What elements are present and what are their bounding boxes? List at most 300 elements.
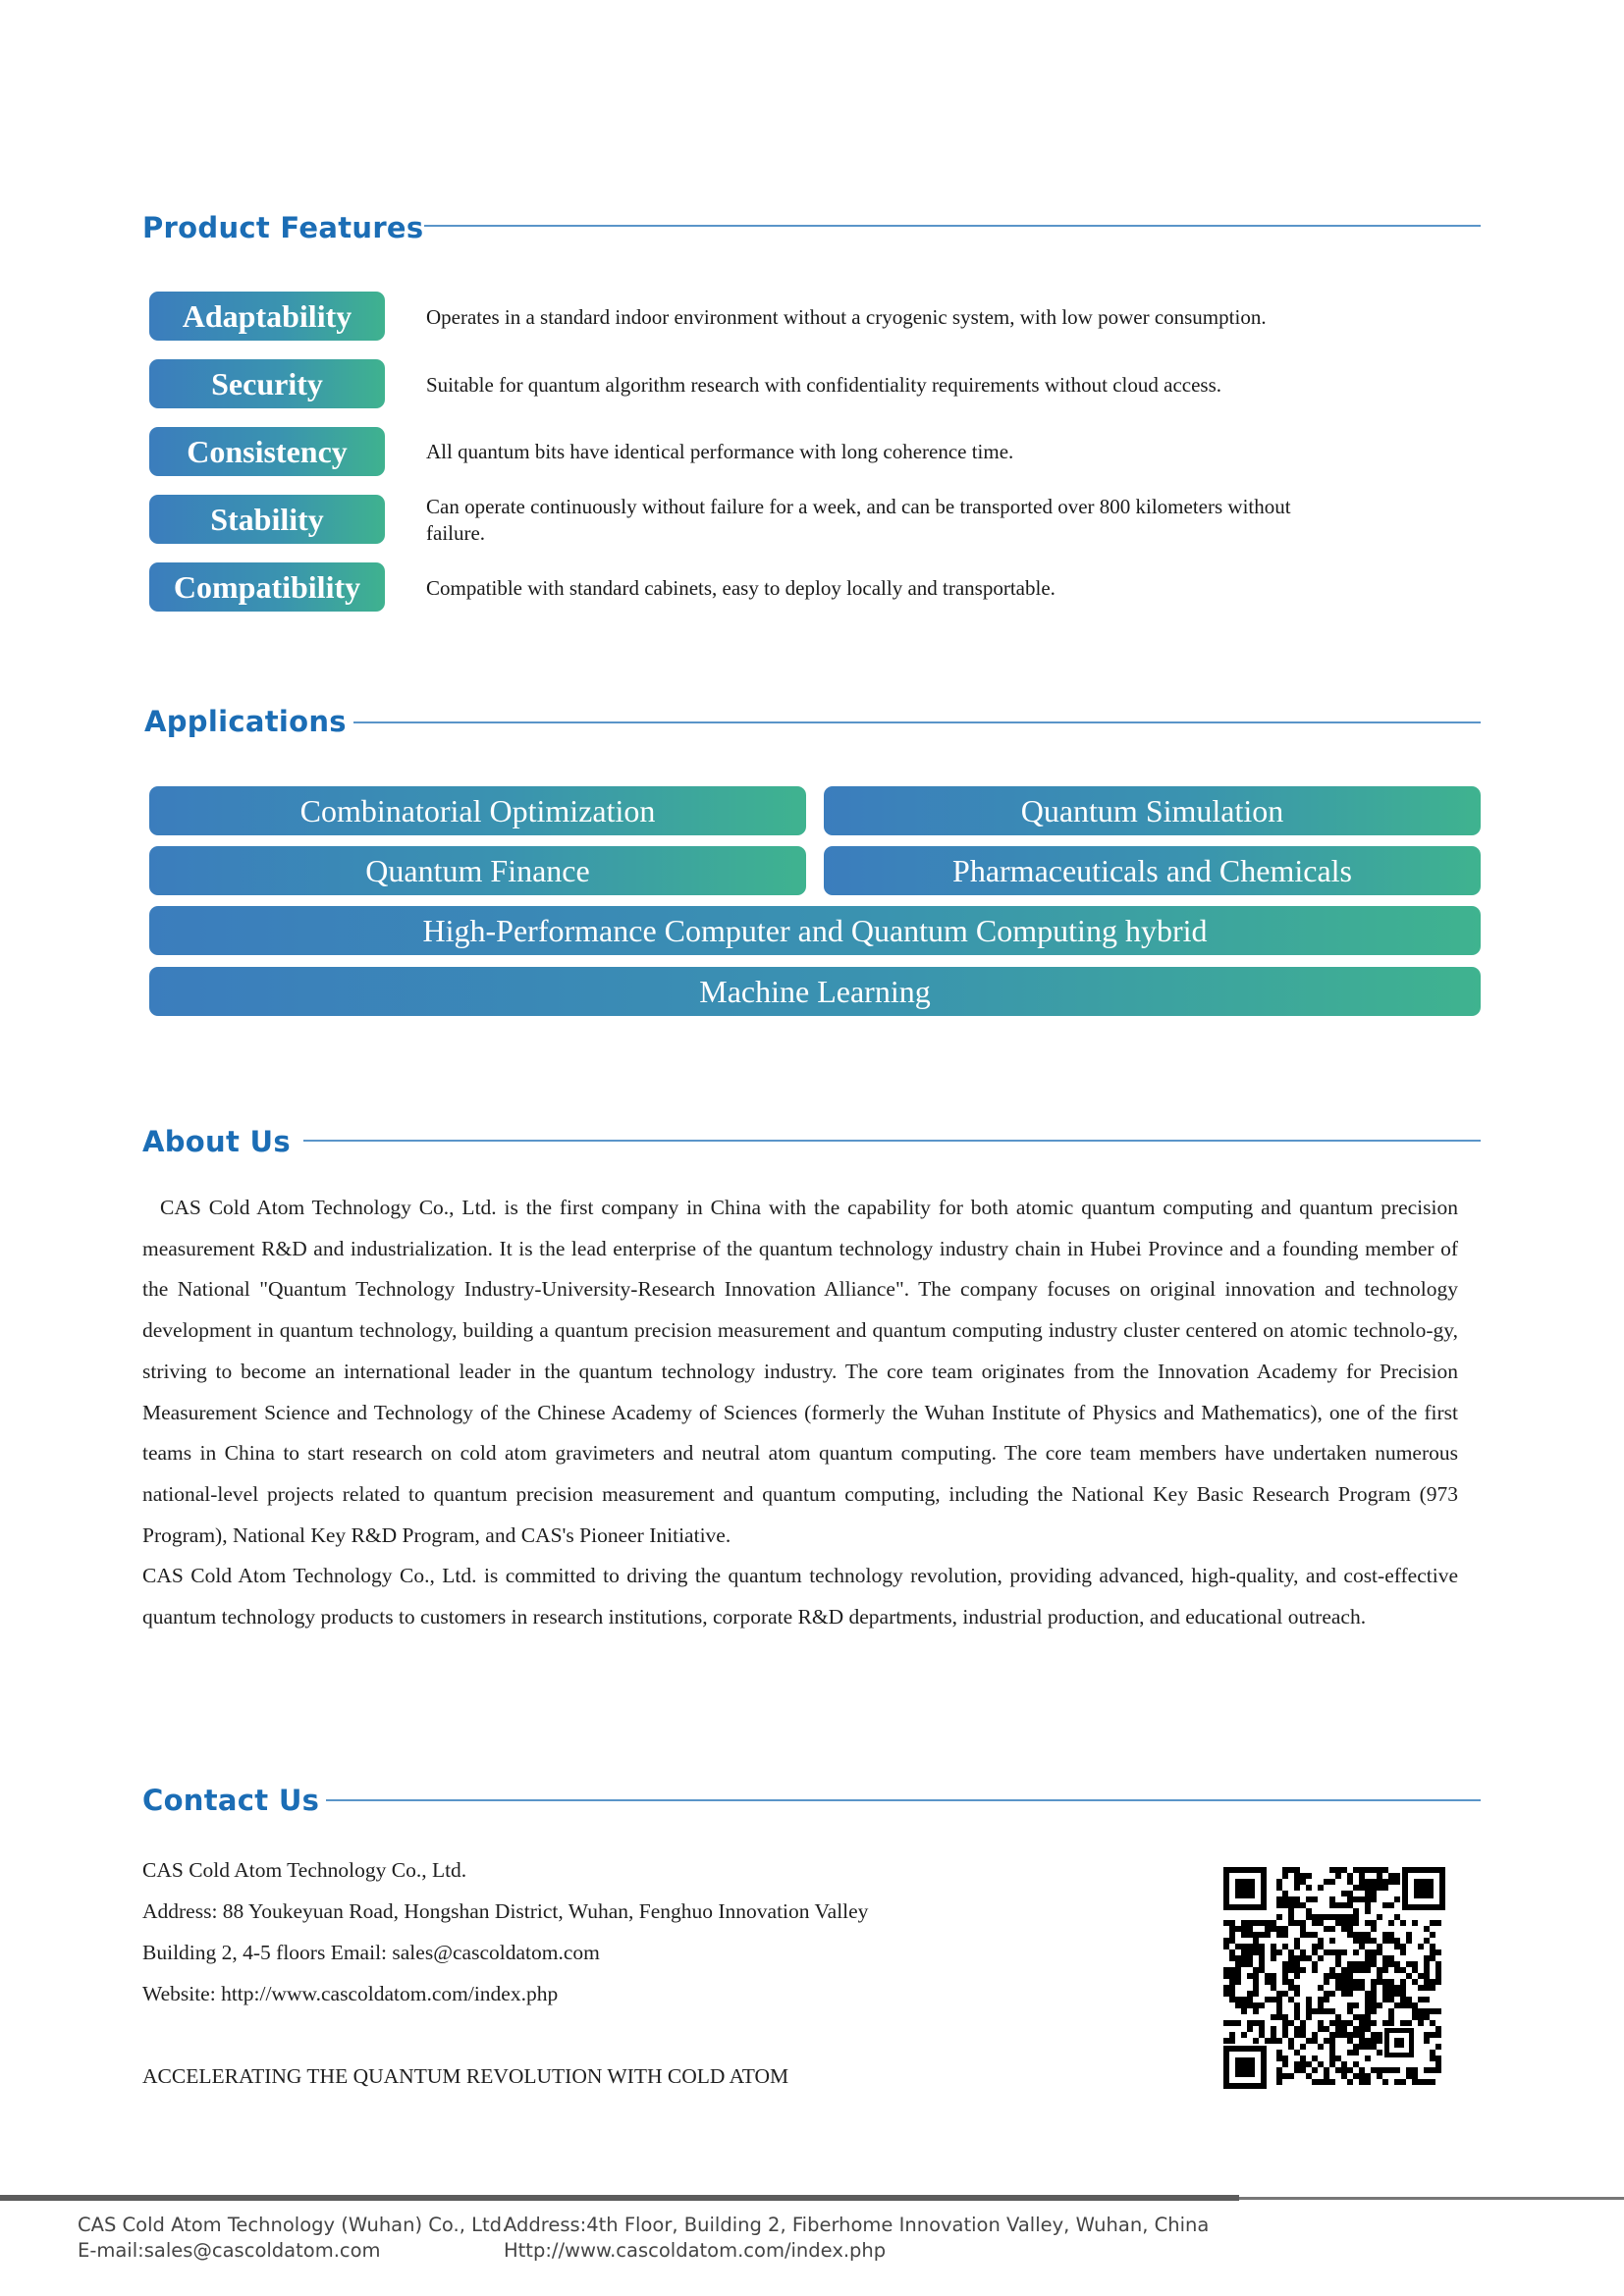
qr-module xyxy=(1294,1879,1300,1885)
qr-module xyxy=(1377,1967,1382,1973)
qr-module xyxy=(1424,1979,1430,1985)
qr-module xyxy=(1329,1879,1335,1885)
qr-module xyxy=(1241,1949,1247,1955)
qr-module xyxy=(1253,1979,1259,1985)
qr-module xyxy=(1259,2032,1265,2038)
qr-module xyxy=(1312,1896,1318,1902)
qr-module xyxy=(1294,1955,1300,1961)
qr-module xyxy=(1394,1967,1400,1973)
qr-module xyxy=(1329,1902,1335,1908)
qr-module xyxy=(1388,1902,1394,1908)
qr-module xyxy=(1306,1997,1312,2002)
qr-module xyxy=(1377,2032,1382,2038)
qr-module xyxy=(1424,2079,1430,2085)
qr-module xyxy=(1430,1955,1435,1961)
qr-module xyxy=(1335,1867,1341,1873)
qr-module xyxy=(1282,2020,1288,2026)
qr-module xyxy=(1241,1920,1247,1926)
feature-description: All quantum bits have identical performance with long coherence time. xyxy=(426,440,1014,463)
qr-module xyxy=(1359,1879,1365,1885)
qr-module xyxy=(1294,1873,1300,1879)
qr-module xyxy=(1229,1973,1235,1979)
qr-module xyxy=(1435,2008,1441,2014)
qr-module xyxy=(1353,2044,1359,2050)
qr-module xyxy=(1300,1879,1306,1885)
qr-module xyxy=(1300,2026,1306,2032)
qr-module xyxy=(1353,1908,1359,1914)
qr-module xyxy=(1318,1885,1324,1891)
qr-module xyxy=(1329,2061,1335,2067)
qr-module xyxy=(1294,1944,1300,1949)
qr-module xyxy=(1341,1985,1347,1991)
qr-module xyxy=(1288,1961,1294,1967)
qr-module xyxy=(1347,2050,1353,2056)
qr-module xyxy=(1271,2026,1276,2032)
qr-module xyxy=(1223,1985,1229,1991)
qr-module xyxy=(1312,2067,1318,2073)
qr-module xyxy=(1235,1944,1241,1949)
qr-module xyxy=(1271,2032,1276,2038)
qr-module xyxy=(1294,2067,1300,2073)
qr-module xyxy=(1276,1991,1282,1997)
qr-module xyxy=(1300,2044,1306,2050)
qr-module xyxy=(1382,1955,1388,1961)
qr-module xyxy=(1359,1961,1365,1967)
qr-module xyxy=(1241,2032,1247,2038)
qr-module xyxy=(1288,1985,1294,1991)
qr-module xyxy=(1388,1997,1394,2002)
feature-description: Suitable for quantum algorithm research with confidentiality requirements without cloud access. xyxy=(426,373,1222,397)
qr-module xyxy=(1418,1997,1424,2002)
qr-module xyxy=(1282,1979,1288,1985)
qr-module xyxy=(1306,2038,1312,2044)
qr-module xyxy=(1435,2032,1441,2038)
qr-module xyxy=(1353,2061,1359,2067)
qr-module xyxy=(1329,1896,1335,1902)
qr-module xyxy=(1329,2050,1335,2056)
qr-module xyxy=(1312,1967,1318,1973)
footer-url: Http://www.cascoldatom.com/index.php xyxy=(504,2239,887,2262)
qr-module xyxy=(1394,1896,1400,1902)
qr-module xyxy=(1412,2002,1418,2008)
qr-module xyxy=(1253,2020,1259,2026)
qr-module xyxy=(1341,1949,1347,1955)
qr-module xyxy=(1365,2038,1371,2044)
qr-module xyxy=(1294,1902,1300,1908)
qr-module xyxy=(1424,1961,1430,1967)
qr-module xyxy=(1241,1997,1247,2002)
qr-module xyxy=(1318,2061,1324,2067)
qr-module xyxy=(1388,1879,1394,1885)
qr-module xyxy=(1259,1944,1265,1949)
contact-slogan: ACCELERATING THE QUANTUM REVOLUTION WITH COLD ATOM xyxy=(142,2064,789,2088)
qr-module xyxy=(1335,1920,1341,1926)
qr-module xyxy=(1341,1991,1347,1997)
qr-module xyxy=(1265,1997,1271,2002)
qr-module xyxy=(1335,1949,1341,1955)
qr-module xyxy=(1365,2044,1371,2050)
qr-module xyxy=(1430,2050,1435,2056)
qr-module xyxy=(1329,1938,1335,1944)
qr-module xyxy=(1271,1997,1276,2002)
qr-module xyxy=(1382,1879,1388,1885)
qr-module xyxy=(1382,1979,1388,1985)
qr-module xyxy=(1382,1997,1388,2002)
qr-module xyxy=(1318,1997,1324,2002)
qr-module xyxy=(1265,1920,1271,1926)
qr-module xyxy=(1359,1896,1365,1902)
section-divider xyxy=(326,1799,1481,1801)
qr-module xyxy=(1294,2008,1300,2014)
qr-module xyxy=(1329,2044,1335,2050)
qr-module xyxy=(1400,1985,1406,1991)
qr-module xyxy=(1341,1920,1347,1926)
qr-module xyxy=(1371,1979,1377,1985)
qr-module xyxy=(1306,1955,1312,1961)
qr-module xyxy=(1365,1920,1371,1926)
qr-module xyxy=(1435,2067,1441,2073)
qr-module xyxy=(1400,1991,1406,1997)
qr-module xyxy=(1341,1967,1347,1973)
qr-module xyxy=(1288,1914,1294,1920)
qr-module xyxy=(1318,1914,1324,1920)
qr-module xyxy=(1229,1932,1235,1938)
qr-module xyxy=(1247,2002,1253,2008)
feature-description: Operates in a standard indoor environment without a cryogenic system, with low power consumption. xyxy=(426,305,1267,329)
qr-module xyxy=(1282,2061,1288,2067)
qr-module xyxy=(1430,1979,1435,1985)
qr-module xyxy=(1394,2079,1400,2085)
qr-module xyxy=(1418,2014,1424,2020)
qr-module xyxy=(1288,2073,1294,2079)
qr-module xyxy=(1253,1973,1259,1979)
qr-module xyxy=(1259,1955,1265,1961)
footer-address: Address:4th Floor, Building 2, Fiberhome Innovation Valley, Wuhan, China xyxy=(504,2214,1210,2236)
qr-module xyxy=(1294,2026,1300,2032)
qr-module xyxy=(1247,1932,1253,1938)
qr-module xyxy=(1435,1920,1441,1926)
qr-module xyxy=(1382,1967,1388,1973)
qr-module xyxy=(1394,2067,1400,2073)
qr-module xyxy=(1324,2038,1329,2044)
qr-module xyxy=(1282,2014,1288,2020)
qr-module xyxy=(1359,2079,1365,2085)
qr-module xyxy=(1347,2002,1353,2008)
qr-module xyxy=(1377,2002,1382,2008)
qr-module xyxy=(1335,1973,1341,1979)
qr-module xyxy=(1318,1985,1324,1991)
qr-module xyxy=(1335,1979,1341,1985)
qr-module xyxy=(1347,1902,1353,1908)
section-title-applications: Applications xyxy=(144,705,347,738)
qr-module xyxy=(1359,1885,1365,1891)
qr-module xyxy=(1412,2079,1418,2085)
qr-module xyxy=(1382,1991,1388,1997)
qr-module xyxy=(1259,1932,1265,1938)
feature-badge-compatibility: Compatibility xyxy=(149,562,385,612)
qr-module xyxy=(1282,2056,1288,2061)
qr-module xyxy=(1241,1955,1247,1961)
qr-module xyxy=(1306,1908,1312,1914)
qr-module xyxy=(1353,1985,1359,1991)
qr-module xyxy=(1412,1979,1418,1985)
qr-module xyxy=(1223,1973,1229,1979)
qr-module xyxy=(1400,1967,1406,1973)
qr-module xyxy=(1388,1955,1394,1961)
qr-module xyxy=(1377,1914,1382,1920)
qr-module xyxy=(1312,1920,1318,1926)
qr-module xyxy=(1394,1938,1400,1944)
qr-module xyxy=(1282,2026,1288,2032)
contact-building-email: Building 2, 4-5 floors Email: sales@cascoldatom.com xyxy=(142,1941,600,1964)
qr-module xyxy=(1371,1961,1377,1967)
qr-module xyxy=(1318,1944,1324,1949)
qr-module xyxy=(1394,1985,1400,1991)
qr-module xyxy=(1318,2044,1324,2050)
section-title-contact-us: Contact Us xyxy=(142,1784,320,1817)
qr-module xyxy=(1306,1914,1312,1920)
qr-module xyxy=(1341,1867,1347,1873)
qr-module xyxy=(1253,1938,1259,1944)
qr-module xyxy=(1265,1979,1271,1985)
qr-module xyxy=(1229,1991,1235,1997)
qr-module xyxy=(1347,1979,1353,1985)
qr-module xyxy=(1406,2067,1412,2073)
qr-module xyxy=(1435,1961,1441,1967)
qr-module xyxy=(1223,1920,1229,1926)
qr-module xyxy=(1412,1961,1418,1967)
qr-module xyxy=(1371,1885,1377,1891)
qr-module xyxy=(1288,1967,1294,1973)
qr-module xyxy=(1276,1932,1282,1938)
qr-module xyxy=(1282,1932,1288,1938)
qr-module xyxy=(1365,1867,1371,1873)
qr-module xyxy=(1312,2008,1318,2014)
qr-module xyxy=(1329,2056,1335,2061)
qr-module xyxy=(1365,2079,1371,2085)
qr-module xyxy=(1235,1973,1241,1979)
qr-module xyxy=(1253,2002,1259,2008)
qr-module xyxy=(1288,1997,1294,2002)
qr-module xyxy=(1271,1973,1276,1979)
qr-module xyxy=(1259,1949,1265,1955)
qr-module xyxy=(1271,1926,1276,1932)
qr-module xyxy=(1259,1920,1265,1926)
qr-module xyxy=(1324,1997,1329,2002)
qr-module xyxy=(1388,1938,1394,1944)
qr-module xyxy=(1359,2026,1365,2032)
qr-module xyxy=(1371,1896,1377,1902)
qr-module xyxy=(1371,1955,1377,1961)
section-divider xyxy=(303,1140,1481,1142)
qr-module xyxy=(1259,2026,1265,2032)
qr-module xyxy=(1223,1967,1229,1973)
application-combinatorial-optimization: Combinatorial Optimization xyxy=(149,786,806,835)
qr-module xyxy=(1365,1991,1371,1997)
qr-module xyxy=(1265,1932,1271,1938)
qr-module xyxy=(1229,1967,1235,1973)
qr-module xyxy=(1329,1973,1335,1979)
qr-module xyxy=(1241,1932,1247,1938)
qr-module xyxy=(1312,2038,1318,2044)
qr-module xyxy=(1359,1932,1365,1938)
qr-module xyxy=(1424,2014,1430,2020)
qr-module xyxy=(1288,1979,1294,1985)
qr-module xyxy=(1276,1896,1282,1902)
qr-module xyxy=(1347,2038,1353,2044)
qr-module xyxy=(1371,1891,1377,1896)
qr-module xyxy=(1288,2038,1294,2044)
qr-module xyxy=(1371,2038,1377,2044)
qr-module xyxy=(1329,2032,1335,2038)
section-title-about-us: About Us xyxy=(142,1125,291,1158)
qr-module xyxy=(1259,2002,1265,2008)
qr-module xyxy=(1353,1938,1359,1944)
qr-module xyxy=(1253,2038,1259,2044)
qr-module xyxy=(1388,2008,1394,2014)
qr-module xyxy=(1353,1932,1359,1938)
qr-module xyxy=(1412,2008,1418,2014)
qr-module xyxy=(1335,2026,1341,2032)
qr-module xyxy=(1324,2079,1329,2085)
qr-module xyxy=(1229,1920,1235,1926)
qr-module xyxy=(1365,1961,1371,1967)
qr-module xyxy=(1435,1967,1441,1973)
qr-module xyxy=(1247,2026,1253,2032)
qr-module xyxy=(1312,1944,1318,1949)
qr-module xyxy=(1424,1938,1430,1944)
qr-module xyxy=(1253,1949,1259,1955)
qr-module xyxy=(1347,1920,1353,1926)
qr-module xyxy=(1371,2008,1377,2014)
qr-module xyxy=(1312,1932,1318,1938)
qr-module xyxy=(1371,2044,1377,2050)
qr-module xyxy=(1353,1920,1359,1926)
qr-module xyxy=(1377,1944,1382,1949)
qr-module xyxy=(1271,1979,1276,1985)
qr-module xyxy=(1312,2079,1318,2085)
qr-module xyxy=(1371,1920,1377,1926)
qr-module xyxy=(1435,2061,1441,2067)
qr-module xyxy=(1406,1932,1412,1938)
qr-module xyxy=(1394,1879,1400,1885)
qr-module xyxy=(1276,1997,1282,2002)
qr-module xyxy=(1388,1932,1394,1938)
qr-module xyxy=(1353,1896,1359,1902)
qr-module xyxy=(1294,1961,1300,1967)
qr-module xyxy=(1365,1967,1371,1973)
qr-module xyxy=(1324,1879,1329,1885)
qr-module xyxy=(1247,1997,1253,2002)
qr-module xyxy=(1359,2073,1365,2079)
qr-module xyxy=(1324,2008,1329,2014)
qr-module xyxy=(1324,1949,1329,1955)
qr-module xyxy=(1318,1938,1324,1944)
qr-module xyxy=(1353,2014,1359,2020)
qr-module xyxy=(1353,2073,1359,2079)
qr-module xyxy=(1312,1949,1318,1955)
contact-address: Address: 88 Youkeyuan Road, Hongshan District, Wuhan, Fenghuo Innovation Valley xyxy=(142,1899,869,1923)
qr-module xyxy=(1288,1949,1294,1955)
qr-module xyxy=(1341,1891,1347,1896)
qr-module xyxy=(1223,1944,1229,1949)
qr-module xyxy=(1353,1885,1359,1891)
qr-module xyxy=(1300,2020,1306,2026)
qr-module xyxy=(1335,2032,1341,2038)
qr-module xyxy=(1253,1920,1259,1926)
qr-module xyxy=(1329,1967,1335,1973)
qr-module xyxy=(1229,2032,1235,2038)
qr-module xyxy=(1223,1938,1229,1944)
qr-module xyxy=(1324,2067,1329,2073)
qr-module xyxy=(1365,1932,1371,1938)
qr-module xyxy=(1359,1967,1365,1973)
qr-module xyxy=(1229,1997,1235,2002)
qr-module xyxy=(1318,2079,1324,2085)
qr-module xyxy=(1365,2014,1371,2020)
qr-module xyxy=(1329,1991,1335,1997)
qr-module xyxy=(1406,2020,1412,2026)
qr-module xyxy=(1359,1873,1365,1879)
about-us-body xyxy=(142,1188,1458,1638)
qr-module xyxy=(1388,1985,1394,1991)
qr-module xyxy=(1371,2032,1377,2038)
qr-module xyxy=(1353,1979,1359,1985)
qr-module xyxy=(1294,1967,1300,1973)
qr-module xyxy=(1424,2067,1430,2073)
qr-module xyxy=(1253,1944,1259,1949)
qr-module xyxy=(1229,1985,1235,1991)
feature-badge-consistency: Consistency xyxy=(149,427,385,476)
qr-module xyxy=(1247,1920,1253,1926)
qr-module xyxy=(1424,1926,1430,1932)
qr-module xyxy=(1382,1867,1388,1873)
qr-module xyxy=(1371,1997,1377,2002)
qr-module xyxy=(1365,2002,1371,2008)
qr-module xyxy=(1253,1967,1259,1973)
qr-module xyxy=(1341,2026,1347,2032)
qr-module xyxy=(1394,2002,1400,2008)
qr-module xyxy=(1400,1944,1406,1949)
qr-module xyxy=(1347,2079,1353,2085)
qr-module xyxy=(1424,1973,1430,1979)
qr-module xyxy=(1335,2056,1341,2061)
qr-module xyxy=(1294,2050,1300,2056)
qr-module xyxy=(1418,2008,1424,2014)
qr-module xyxy=(1377,1879,1382,1885)
qr-module xyxy=(1347,2032,1353,2038)
qr-module xyxy=(1365,1896,1371,1902)
qr-module xyxy=(1276,2073,1282,2079)
qr-module xyxy=(1324,1973,1329,1979)
qr-module xyxy=(1335,1961,1341,1967)
application-quantum-simulation: Quantum Simulation xyxy=(824,786,1481,835)
qr-module xyxy=(1276,1879,1282,1885)
qr-module xyxy=(1265,1926,1271,1932)
qr-module xyxy=(1282,1891,1288,1896)
qr-code xyxy=(1221,1865,1447,2091)
qr-module xyxy=(1247,1961,1253,1967)
qr-module xyxy=(1365,1949,1371,1955)
qr-module xyxy=(1359,1938,1365,1944)
qr-module xyxy=(1271,1949,1276,1955)
qr-module xyxy=(1247,1949,1253,1955)
qr-module xyxy=(1300,1932,1306,1938)
qr-module xyxy=(1329,2079,1335,2085)
qr-module xyxy=(1312,2032,1318,2038)
qr-module xyxy=(1324,1979,1329,1985)
qr-module xyxy=(1371,1867,1377,1873)
